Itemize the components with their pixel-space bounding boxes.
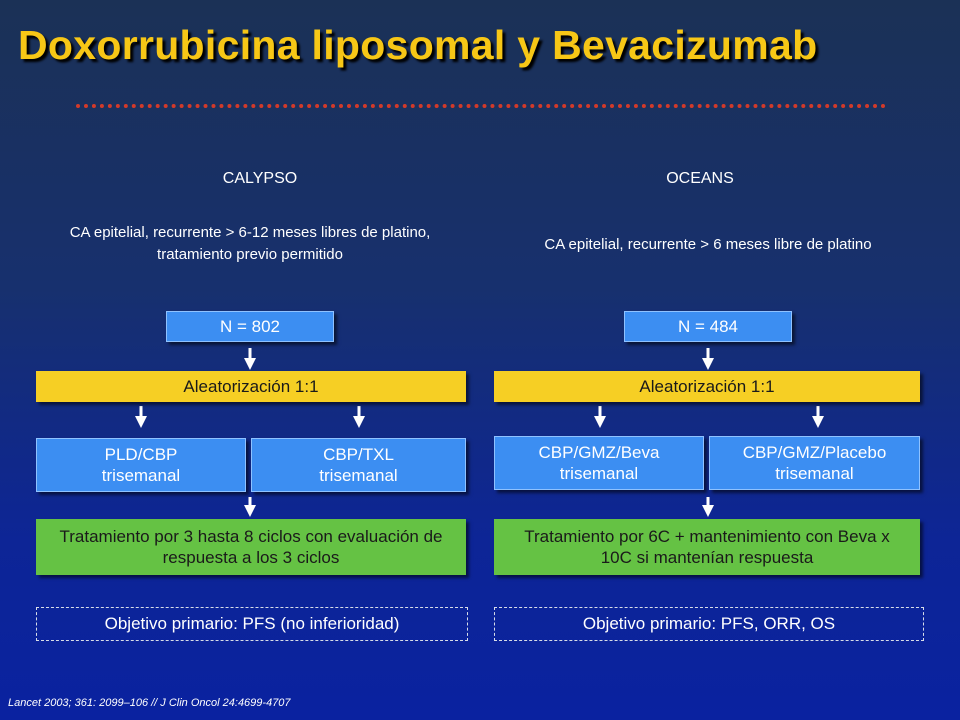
- citation: Lancet 2003; 361: 2099–106 // J Clin Oncol 24:4699-4707: [8, 697, 291, 709]
- trial-description-oceans: CA epitelial, recurrente > 6 meses libre de platino: [544, 236, 872, 253]
- slide-title: Doxorrubicina liposomal y Bevacizumab: [18, 22, 818, 68]
- trial-name-oceans: OCEANS: [666, 170, 734, 187]
- arm-cbp-gmz-beva-regimen: CBP/GMZ/Beva: [538, 443, 660, 462]
- arm-pld-cbp-regimen: PLD/CBP: [104, 445, 178, 464]
- trial-name-calypso: CALYPSO: [222, 170, 298, 187]
- randomization-oceans: Aleatorización 1:1: [494, 371, 920, 402]
- treatment-oceans: Tratamiento por 6C + mantenimiento con Beva x 10C si mantenían respuesta: [494, 519, 920, 575]
- arm-cbp-txl-regimen: CBP/TXL: [323, 445, 394, 464]
- arm-cbp-txl-schedule: trisemanal: [319, 466, 398, 485]
- arm-cbp-gmz-placebo-schedule: trisemanal: [775, 464, 854, 483]
- arm-cbp-gmz-placebo-regimen: CBP/GMZ/Placebo: [742, 443, 887, 462]
- randomization-calypso: Aleatorización 1:1: [36, 371, 466, 402]
- arm-cbp-gmz-beva-schedule: trisemanal: [559, 464, 639, 483]
- trial-description-calypso: CA epitelial, recurrente > 6-12 meses libres de platino, tratamiento previo permitido: [69, 224, 431, 263]
- sample-size-oceans: N = 484: [624, 311, 792, 342]
- sample-size-calypso: N = 802: [166, 311, 334, 342]
- arm-cbp-gmz-placebo: [709, 436, 920, 490]
- arm-pld-cbp: [36, 438, 246, 492]
- objective-calypso: Objetivo primario: PFS (no inferioridad): [36, 607, 468, 641]
- arm-pld-cbp-schedule: trisemanal: [101, 466, 181, 485]
- treatment-calypso: Tratamiento por 3 hasta 8 ciclos con evaluación de respuesta a los 3 ciclos: [36, 519, 466, 575]
- objective-oceans: Objetivo primario: PFS, ORR, OS: [494, 607, 924, 641]
- arm-cbp-gmz-beva: [494, 436, 704, 490]
- arm-cbp-txl: [251, 438, 466, 492]
